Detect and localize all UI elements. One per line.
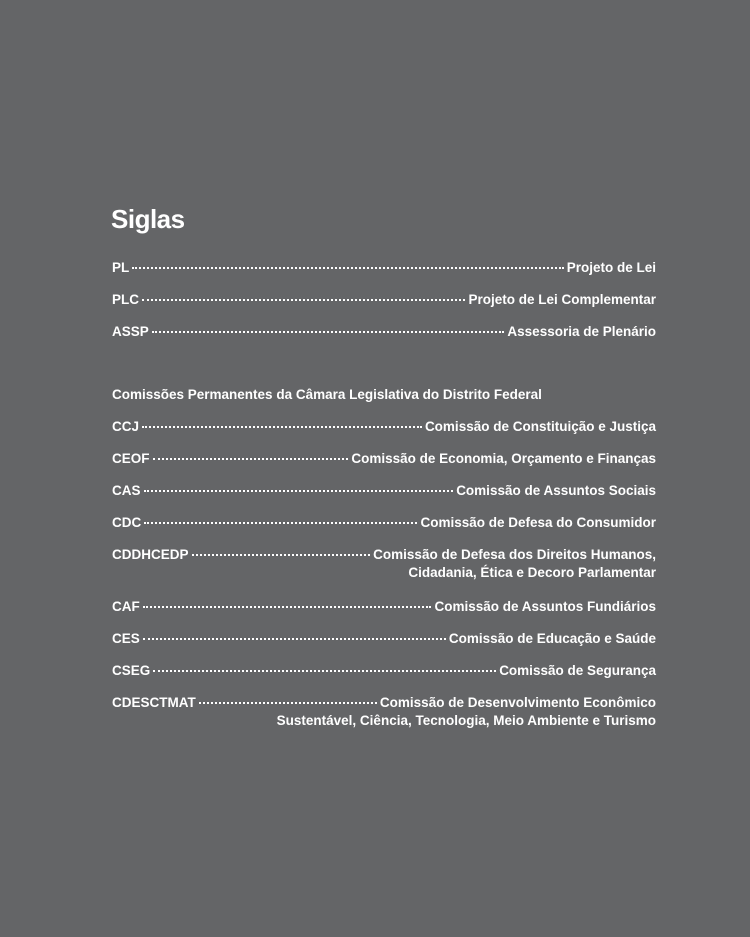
commission-entry-ces: [112, 630, 656, 662]
commission-name-continuation: Cidadania, Ética e Decoro Parlamentar: [408, 565, 656, 580]
commission-code: CSEG: [112, 663, 151, 678]
commission-entry-cddhcedp: [112, 546, 656, 598]
abbreviation-entry-pl: [112, 259, 656, 291]
commission-entry-cdc: [112, 514, 656, 546]
commission-code: CES: [112, 631, 140, 646]
abbreviation-entry-assp: [112, 323, 656, 355]
dot-leader: [199, 702, 377, 704]
dot-leader: [142, 299, 465, 301]
dot-leader: [142, 426, 422, 428]
dot-leader: [153, 458, 349, 460]
abbreviation-code: PL: [112, 260, 130, 275]
abbreviation-entry-plc: [112, 291, 656, 323]
commission-entry-ceof: [112, 450, 656, 482]
commission-name: Comissão de Constituição e Justiça: [424, 419, 656, 434]
dot-leader: [143, 606, 432, 608]
commission-code: CCJ: [112, 419, 140, 434]
abbreviation-meaning: Assessoria de Plenário: [507, 324, 656, 339]
commission-entry-cas: [112, 482, 656, 514]
commission-name: Comissão de Segurança: [499, 663, 656, 678]
dot-leader: [153, 670, 496, 672]
commission-entry-cseg: [112, 662, 656, 694]
dot-leader: [152, 331, 505, 333]
dot-leader: [132, 267, 563, 269]
dot-leader: [192, 554, 371, 556]
dot-leader: [144, 522, 417, 524]
abbreviation-code: PLC: [112, 292, 139, 307]
commission-code: CAS: [112, 483, 141, 498]
commission-name: Comissão de Defesa dos Direitos Humanos,: [373, 547, 656, 562]
page-title: Siglas: [111, 204, 185, 234]
commission-code: CAF: [112, 599, 140, 614]
dot-leader: [143, 638, 446, 640]
commissions-heading: Comissões Permanentes da Câmara Legislativa do Distrito Federal: [112, 387, 542, 402]
commission-name: Comissão de Economia, Orçamento e Finanças: [351, 451, 656, 466]
commission-entry-cdesctmat: [112, 694, 656, 746]
commission-name: Comissão de Assuntos Fundiários: [434, 599, 656, 614]
commission-name-continuation: Sustentável, Ciência, Tecnologia, Meio Ambiente e Turismo: [276, 713, 656, 728]
commission-code: CDESCTMAT: [112, 695, 196, 710]
abbreviation-meaning: Projeto de Lei: [566, 260, 656, 275]
commission-code: CDDHCEDP: [112, 547, 189, 562]
commission-entry-ccj: [112, 418, 656, 450]
abbreviation-meaning: Projeto de Lei Complementar: [468, 292, 656, 307]
commission-list: [112, 418, 656, 746]
commission-name: Comissão de Educação e Saúde: [448, 631, 656, 646]
commission-name: Comissão de Desenvolvimento Econômico: [379, 695, 656, 710]
abbreviation-code: ASSP: [112, 324, 149, 339]
commission-code: CEOF: [112, 451, 150, 466]
dot-leader: [144, 490, 454, 492]
commission-name: Comissão de Defesa do Consumidor: [420, 515, 656, 530]
commission-code: CDC: [112, 515, 142, 530]
commission-entry-caf: [112, 598, 656, 630]
abbreviation-list: [112, 259, 656, 355]
commission-name: Comissão de Assuntos Sociais: [456, 483, 656, 498]
